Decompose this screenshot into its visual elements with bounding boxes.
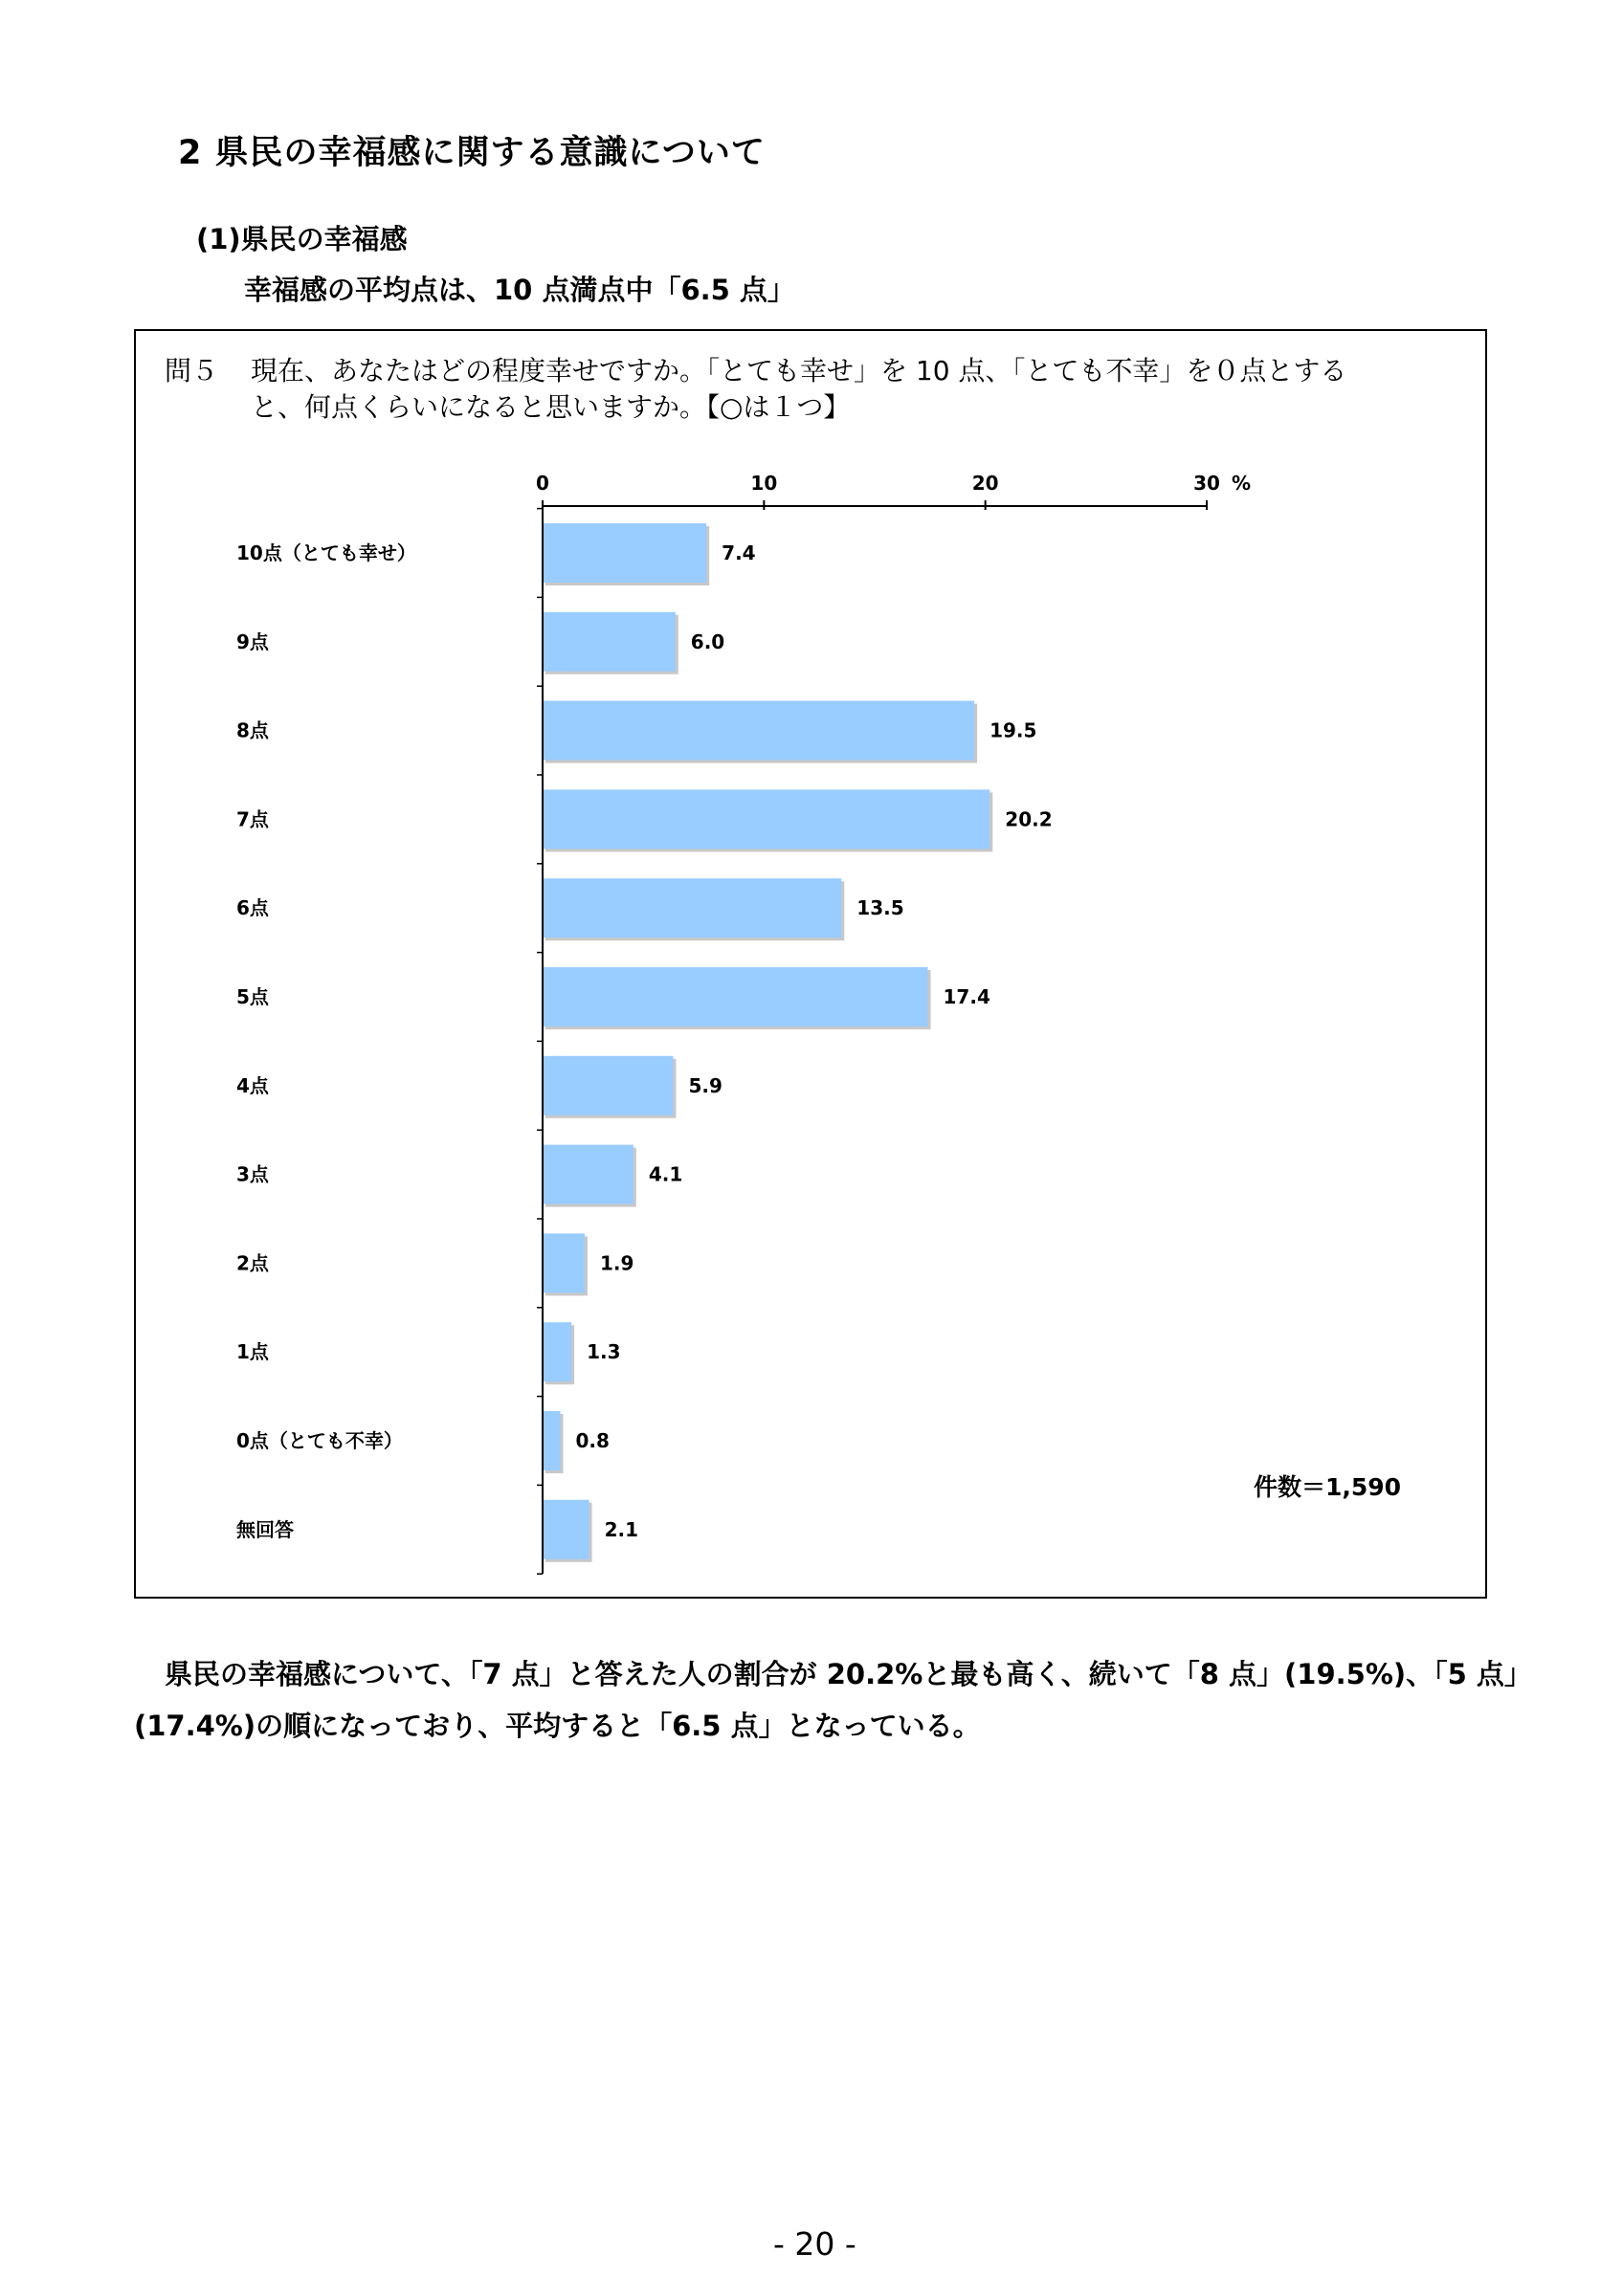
- bar: [543, 523, 706, 583]
- sample-size: 件数＝1,590: [1254, 1473, 1402, 1501]
- question-number: 問５: [165, 355, 219, 386]
- bar: [543, 612, 676, 672]
- value-label: 13.5: [856, 896, 904, 920]
- category-label: 8点: [236, 718, 269, 742]
- x-tick-label: 0: [536, 472, 549, 495]
- category-label: 3点: [236, 1162, 269, 1186]
- body-text-line-2: (17.4%)の順になっており、平均すると「6.5 点」となっている。: [134, 1710, 981, 1742]
- bar: [543, 967, 928, 1027]
- value-label: 4.1: [648, 1162, 683, 1186]
- bar: [543, 789, 989, 849]
- bar: [543, 1233, 585, 1292]
- value-label: 2.1: [604, 1517, 639, 1541]
- value-label: 6.0: [690, 629, 725, 653]
- subsection-summary: 幸福感の平均点は、10 点満点中「6.5 点」: [244, 274, 795, 306]
- value-label: 5.9: [688, 1073, 723, 1097]
- x-axis-unit: %: [1232, 472, 1252, 495]
- category-label: 6点: [236, 896, 269, 920]
- category-label: 9点: [236, 629, 269, 653]
- value-label: 7.4: [722, 541, 756, 564]
- body-text-line-1: 県民の幸福感について、「7 点」と答えた人の割合が 20.2%と最も高く、続いて「8 点」(19.5%)、「5 点」: [165, 1658, 1532, 1690]
- value-label: 20.2: [1005, 807, 1053, 831]
- bar: [543, 701, 974, 761]
- value-label: 1.3: [587, 1340, 621, 1364]
- value-label: 0.8: [575, 1429, 610, 1452]
- value-label: 17.4: [943, 985, 990, 1008]
- x-tick-label: 20: [971, 472, 999, 495]
- question-text-line-1: 現在、あなたはどの程度幸せですか。「とても幸せ」を 10 点、「とても不幸」を０点とする: [251, 355, 1347, 386]
- section-title: 2 県民の幸福感に関する意識について: [178, 134, 766, 172]
- subsection-title: (1)県民の幸福感: [196, 223, 408, 255]
- bar: [543, 1411, 561, 1470]
- category-label: 5点: [236, 985, 269, 1008]
- category-label: 7点: [236, 807, 269, 831]
- x-tick-label: 10: [750, 472, 778, 495]
- bar: [543, 878, 841, 938]
- bar: [543, 1500, 589, 1559]
- value-label: 19.5: [989, 718, 1037, 742]
- value-label: 1.9: [599, 1251, 634, 1275]
- category-label: 10点（とても幸せ）: [236, 541, 416, 564]
- question-text-line-2: と、何点くらいになると思いますか。【○は１つ】: [251, 391, 851, 423]
- bar: [543, 1322, 571, 1381]
- category-label: 4点: [236, 1073, 269, 1097]
- category-label: 0点（とても不幸）: [236, 1429, 403, 1452]
- category-label: 1点: [236, 1340, 269, 1364]
- page-number: - 20 -: [773, 2225, 856, 2263]
- category-label: 2点: [236, 1251, 269, 1275]
- x-tick-label: 30: [1193, 472, 1220, 495]
- bar: [543, 1056, 673, 1115]
- bar: [543, 1145, 634, 1204]
- category-label: 無回答: [236, 1517, 294, 1541]
